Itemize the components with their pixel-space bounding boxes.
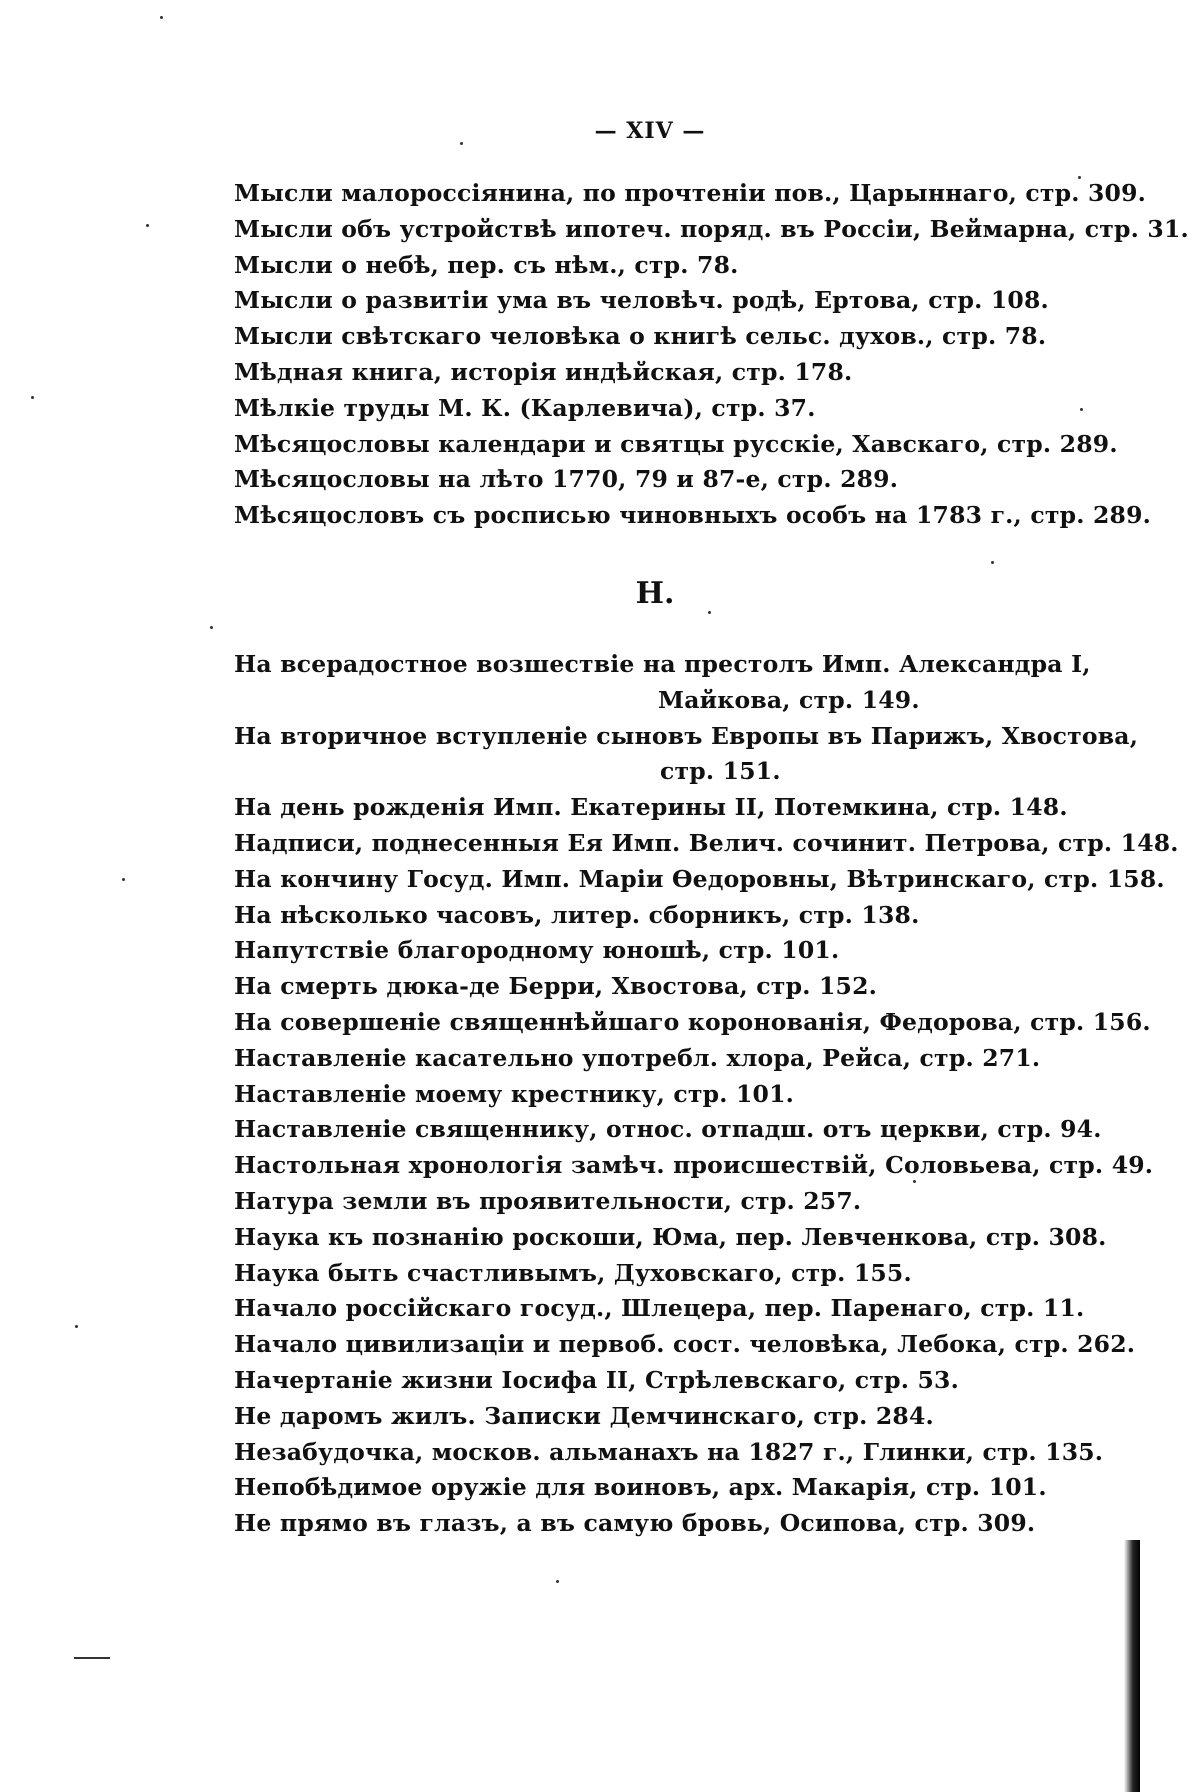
index-entry: На день рожденія Имп. Екатерины II, Потемкина, стр. 148. xyxy=(234,793,1068,822)
index-entry: Мысли свѣтскаго человѣка о книгѣ сельс. духов., стр. 78. xyxy=(234,322,1047,351)
scan-speck xyxy=(210,626,213,629)
scan-speck xyxy=(160,16,163,19)
index-entry xyxy=(234,719,1139,791)
index-section-n xyxy=(234,647,1179,1542)
scan-speck xyxy=(75,1325,78,1328)
page-number: — XIV — xyxy=(594,118,706,144)
index-entry: Мысли малороссіянина, по прочтеніи пов., Царыннаго, стр. 309. xyxy=(234,179,1147,207)
index-entry: Настольная хронологія замѣч. происшествій, Соловьева, стр. 49. xyxy=(234,1151,1154,1180)
index-entry-continuation: Майкова, стр. 149. xyxy=(658,685,920,714)
index-entry: Мѣсяцословы на лѣто 1770, 79 и 87-е, стр. 289. xyxy=(234,465,899,494)
index-entry: Мѣлкіе труды М. К. (Карлевича), стр. 37. xyxy=(234,393,816,422)
index-entry: Наука къ познанію роскоши, Юма, пер. Левченкова, стр. 308. xyxy=(234,1222,1107,1251)
index-entry: Мысли о небѣ, пер. съ нѣм., стр. 78. xyxy=(234,250,739,279)
index-entry: Незабудочка, москов. альманахъ на 1827 г., Глинки, стр. 135. xyxy=(234,1437,1104,1466)
index-entry: Наука быть счастливымъ, Духовскаго, стр. 155. xyxy=(234,1258,912,1287)
index-entry: Мѣдная книга, исторія индѣйская, стр. 178. xyxy=(234,357,853,386)
index-entry: Мысли объ устройствѣ ипотеч. поряд. въ Россіи, Веймарна, стр. 31. xyxy=(234,214,1189,243)
scan-speck xyxy=(31,396,34,399)
scan-speck xyxy=(991,561,994,564)
index-entry xyxy=(234,647,1091,719)
index-section-m xyxy=(234,176,1189,534)
index-entry: Наставленіе священнику, относ. отпадш. отъ церкви, стр. 94. xyxy=(234,1115,1102,1144)
scan-speck xyxy=(460,142,463,145)
index-entry: На совершеніе священнѣйшаго коронованія, Федорова, стр. 156. xyxy=(234,1007,1151,1036)
index-entry: Начало цивилизаціи и первоб. сост. человѣка, Лебока, стр. 262. xyxy=(234,1330,1136,1359)
index-entry: Натура земли въ проявительности, стр. 257. xyxy=(234,1186,862,1215)
index-entry: Надписи, поднесенныя Ея Имп. Велич. сочинит. Петрова, стр. 148. xyxy=(234,828,1179,857)
index-entry-continuation: стр. 151. xyxy=(660,757,781,786)
index-entry: Наставленіе моему крестнику, стр. 101. xyxy=(234,1079,795,1108)
index-entry: Начертаніе жизни Іосифа II, Стрѣлевскаго, стр. 53. xyxy=(234,1365,959,1394)
index-entry: Мѣсяцословъ съ росписью чиновныхъ особъ на 1783 г., стр. 289. xyxy=(234,501,1152,530)
scan-speck xyxy=(556,1580,559,1583)
scan-speck xyxy=(146,224,149,227)
scan-mark xyxy=(74,1657,110,1659)
index-entry: Мѣсяцословы календари и святцы русскіе, Хавскаго, стр. 289. xyxy=(234,429,1118,458)
index-entry: Начало россійскаго госуд., Шлецера, пер. Паренаго, стр. 11. xyxy=(234,1294,1085,1323)
index-entry: Мысли о развитіи ума въ человѣч. родѣ, Ертова, стр. 108. xyxy=(234,286,1049,315)
scan-speck xyxy=(708,611,711,614)
index-entry: Непобѣдимое оружіе для воиновъ, арх. Макарія, стр. 101. xyxy=(234,1473,1047,1502)
index-entry: Наставленіе касательно употребл. хлора, Рейса, стр. 271. xyxy=(234,1043,1041,1072)
index-entry: На нѣсколько часовъ, литер. сборникъ, стр. 138. xyxy=(234,900,920,929)
section-heading-n: Н. xyxy=(635,576,675,611)
page-edge-shadow xyxy=(1124,1540,1140,1792)
index-entry-line: На вторичное вступленіе сыновъ Европы въ Парижъ, Хвостова, xyxy=(234,721,1139,750)
scan-speck xyxy=(122,878,125,881)
index-entry: На смерть дюка-де Берри, Хвостова, стр. 152. xyxy=(234,972,878,1001)
index-entry: Не даромъ жилъ. Записки Демчинскаго, стр. 284. xyxy=(234,1401,934,1430)
index-entry: На кончину Госуд. Имп. Маріи Ѳедоровны, Вѣтринскаго, стр. 158. xyxy=(234,864,1165,893)
index-entry: Не прямо въ глазъ, а въ самую бровь, Осипова, стр. 309. xyxy=(234,1509,1036,1538)
index-entry: Напутствіе благородному юношѣ, стр. 101. xyxy=(234,936,840,965)
index-entry-line: На всерадостное возшествіе на престолъ Имп. Александра I, xyxy=(234,650,1091,678)
